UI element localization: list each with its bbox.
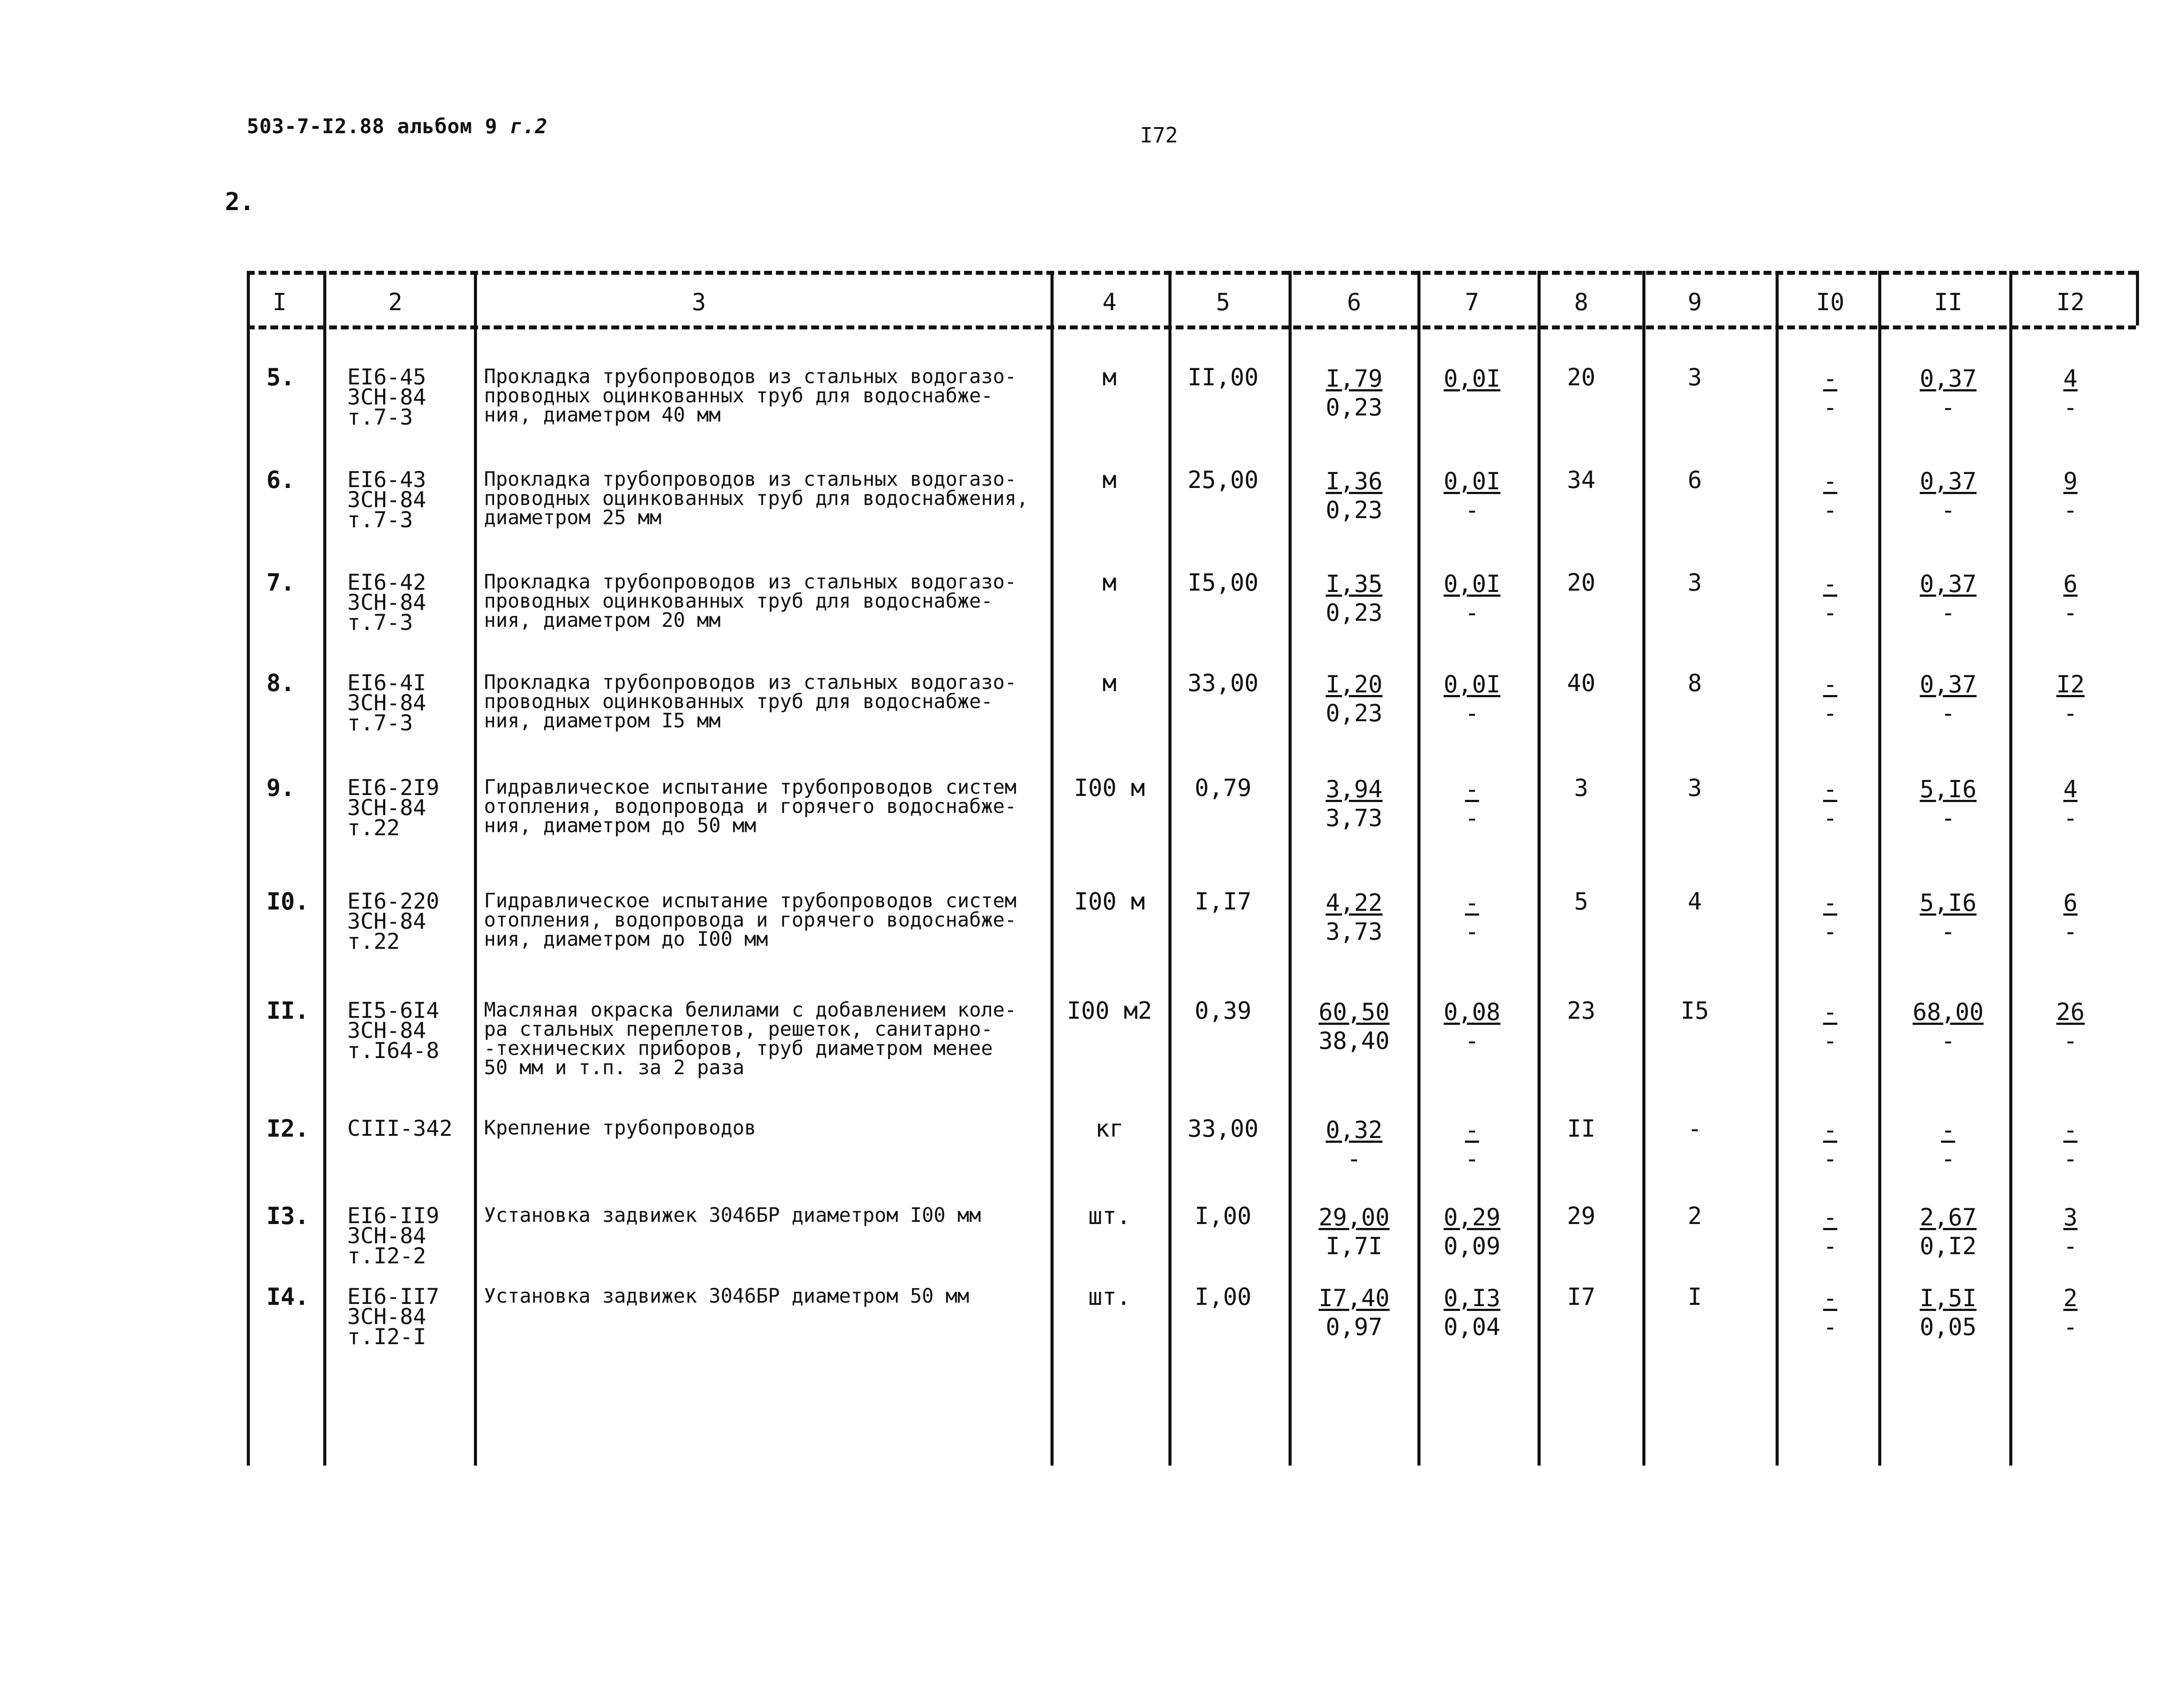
col6-value-numerator: I,79 [1325, 365, 1383, 392]
col6-value-denominator: I,7I [1325, 1232, 1383, 1260]
quantity: I5,00 [1187, 569, 1259, 596]
col6-value-denominator: 38,40 [1318, 1027, 1390, 1055]
col9-value: 2 [1687, 1202, 1702, 1230]
unit-of-measure: м [1102, 466, 1117, 494]
col10-value [1791, 998, 1870, 1055]
col11-value-denominator: 0,05 [1919, 1313, 1977, 1341]
col10-value [1791, 889, 1870, 946]
col11-value-numerator: 5,I6 [1919, 775, 1977, 803]
row-number: I4. [266, 1283, 309, 1311]
col7-value [1433, 570, 1511, 627]
col12-value [2031, 998, 2110, 1055]
col12-value-denominator: - [2063, 599, 2078, 626]
header-bottom-rule [247, 325, 2136, 329]
col6-value [1306, 775, 1402, 833]
document-code [247, 114, 548, 138]
norm-code-line: EI5-6I4 [347, 998, 439, 1023]
column-header-3: 3 [691, 288, 706, 316]
unit-of-measure: м [1102, 669, 1117, 697]
column-divider [2136, 271, 2139, 325]
col7-value-denominator [1433, 393, 1511, 422]
col12-value [2031, 775, 2110, 833]
col11-value [1900, 364, 1996, 422]
quantity: II,00 [1187, 363, 1259, 391]
quantity: I,00 [1194, 1283, 1252, 1311]
col12-value-numerator: 2 [2063, 1284, 2078, 1312]
work-description: Прокладка трубопроводов из стальных водогазо- проводных оцинкованных труб для водоснабже- ния, диаметром 40 мм [484, 365, 1017, 426]
column-header-4: 4 [1102, 288, 1117, 316]
norm-code [347, 1116, 453, 1141]
col6-value [1306, 570, 1402, 627]
row-number: 9. [266, 774, 295, 802]
norm-code-line: т.7-3 [347, 610, 413, 635]
header-top-rule [247, 271, 2136, 275]
quantity: 0,39 [1194, 997, 1252, 1024]
norm-code-line: EI6-II7 [347, 1284, 439, 1309]
col7-value-numerator: 0,0I [1443, 570, 1501, 598]
col10-value-denominator: - [1823, 918, 1838, 945]
col10-value-numerator: - [1823, 365, 1838, 392]
col11-value-denominator: - [1941, 496, 1956, 524]
col7-value-numerator: 0,29 [1443, 1203, 1501, 1231]
norm-code [347, 775, 439, 840]
col12-value-numerator: 9 [2063, 467, 2078, 495]
col11-value-denominator: - [1941, 804, 1956, 832]
work-description: Гидравлическое испытание трубопроводов систем отопления, водопровода и горячего водоснабже- ния, диаметром до I00 мм [484, 889, 1017, 951]
col12-value-numerator: 6 [2063, 889, 2078, 916]
col10-value-numerator: - [1823, 467, 1838, 495]
norm-code-line: ЗСН-84 [347, 1223, 426, 1248]
col9-value: - [1687, 1115, 1702, 1142]
col10-value-denominator: - [1823, 804, 1838, 832]
col11-value-numerator: 0,37 [1919, 467, 1977, 495]
norm-code-line: ЗСН-84 [347, 690, 426, 716]
quantity: 25,00 [1187, 466, 1259, 494]
col12-value-denominator: - [2063, 699, 2078, 727]
col12-value [2031, 670, 2110, 728]
col7-value-denominator: - [1465, 699, 1479, 727]
col8-value: 23 [1567, 997, 1596, 1024]
col10-value-denominator: - [1823, 1313, 1838, 1341]
col7-value-numerator: 0,0I [1443, 365, 1501, 392]
norm-code-line: ЗСН-84 [347, 795, 426, 820]
col12-value-denominator: - [2063, 918, 2078, 945]
col8-value: 20 [1567, 569, 1596, 596]
norm-code-line: т.I64-8 [347, 1038, 439, 1063]
row-number: II. [266, 997, 309, 1024]
col10-value [1791, 775, 1870, 833]
col9-value: I5 [1680, 997, 1709, 1024]
norm-code [347, 1000, 439, 1061]
norm-code-line: ЗСН-84 [347, 590, 426, 615]
col7-value [1433, 467, 1511, 525]
col9-value: 3 [1687, 569, 1702, 596]
column-divider [1051, 271, 1054, 1466]
col7-value-denominator: - [1465, 1145, 1479, 1172]
norm-code-line: EI6-4I [347, 670, 426, 695]
col7-value-numerator: 0,08 [1443, 998, 1501, 1026]
unit-of-measure: м [1102, 363, 1117, 391]
norm-code-line: т.22 [347, 929, 400, 954]
column-header-7: 7 [1465, 288, 1479, 316]
col7-value [1433, 775, 1511, 833]
col12-value-denominator: - [2063, 1027, 2078, 1055]
row-number: I0. [266, 888, 309, 915]
col6-value [1306, 1203, 1402, 1261]
norm-code-line: т.I2-2 [347, 1243, 426, 1269]
col8-value: 20 [1567, 363, 1596, 391]
col10-value-numerator: - [1823, 1284, 1838, 1312]
col12-value-denominator: - [2063, 1232, 2078, 1260]
work-description: Гидравлическое испытание трубопроводов систем отопления, водопровода и горячего водоснабже- ния, диаметром до 50 мм [484, 775, 1017, 837]
col8-value: 34 [1567, 466, 1596, 494]
col6-value-denominator: 0,23 [1325, 699, 1383, 727]
col11-value-numerator: 5,I6 [1919, 889, 1977, 916]
col10-value-numerator: - [1823, 889, 1838, 916]
col11-value-denominator: 0,I2 [1919, 1232, 1977, 1260]
col11-value-denominator: - [1941, 1027, 1956, 1055]
norm-code [347, 670, 426, 736]
col11-value-denominator: - [1941, 394, 1956, 421]
row-number: I2. [266, 1115, 309, 1142]
col11-value-denominator: - [1941, 599, 1956, 626]
col11-value-numerator: - [1941, 1116, 1956, 1144]
col12-value [2031, 364, 2110, 422]
col7-value [1433, 364, 1511, 422]
col10-value [1791, 670, 1870, 728]
col8-value: 3 [1574, 774, 1589, 802]
col11-value-numerator: 68,00 [1912, 998, 1984, 1026]
work-description: Прокладка трубопроводов из стальных водогазо- проводных оцинкованных труб для водоснабже- ния, диаметром I5 мм [484, 671, 1017, 732]
col12-value-numerator: 4 [2063, 775, 2078, 803]
col11-value-numerator: 0,37 [1919, 365, 1977, 392]
col7-value-denominator: - [1465, 599, 1479, 626]
col11-value-denominator: - [1941, 699, 1956, 727]
norm-code-line: т.22 [347, 815, 400, 840]
col12-value [2031, 889, 2110, 946]
column-divider [1878, 271, 1881, 1466]
col10-value-denominator: - [1823, 1145, 1838, 1172]
col7-value-numerator: - [1465, 889, 1479, 916]
col10-value [1791, 1284, 1870, 1342]
col6-value-denominator: 0,23 [1325, 496, 1383, 524]
col6-value-denominator: 3,73 [1325, 804, 1383, 832]
col12-value-numerator: - [2063, 1116, 2078, 1144]
row-number: 7. [266, 569, 295, 596]
col11-value [1900, 889, 1996, 946]
col10-value [1791, 467, 1870, 525]
work-description: Установка задвижек 3046БР диаметром 50 мм [484, 1284, 969, 1307]
work-description: Масляная окраска белилами с добавлением коле- ра стальных переплетов, решеток, санитарно- -технических приборов, труб диаметром менее 50 мм и т.п. за 2 раза [484, 998, 1017, 1079]
work-description: Прокладка трубопроводов из стальных водогазо- проводных оцинкованных труб для водоснабжения, диаметром 25 мм [484, 467, 1029, 529]
col10-value-denominator: - [1823, 496, 1838, 524]
col11-value-denominator: - [1941, 1145, 1956, 1172]
col10-value-numerator: - [1823, 775, 1838, 803]
col6-value [1306, 364, 1402, 422]
row-number: I3. [266, 1202, 309, 1230]
col7-value [1433, 1116, 1511, 1173]
column-divider [474, 271, 477, 1466]
document-part: г.2 [510, 114, 548, 138]
col11-value-numerator: 2,67 [1919, 1203, 1977, 1231]
col7-value-numerator: - [1465, 775, 1479, 803]
column-header-11: II [1934, 288, 1963, 316]
col12-value-denominator: - [2063, 804, 2078, 832]
col6-value-numerator: I7,40 [1318, 1284, 1390, 1312]
col11-value [1900, 998, 1996, 1055]
col9-value: 3 [1687, 774, 1702, 802]
column-header-8: 8 [1574, 288, 1589, 316]
row-number: 8. [266, 669, 295, 697]
col6-value-numerator: I,35 [1325, 570, 1383, 598]
col6-value-numerator: 0,32 [1325, 1116, 1383, 1144]
col11-value [1900, 1284, 1996, 1342]
norm-code-line: т.7-3 [347, 405, 413, 430]
col12-value-denominator: - [2063, 496, 2078, 524]
col7-value [1433, 670, 1511, 728]
col11-value [1900, 670, 1996, 728]
col6-value [1306, 1116, 1402, 1173]
norm-code [347, 889, 439, 954]
col6-value-denominator: - [1347, 1145, 1362, 1172]
norm-code [347, 467, 426, 533]
col10-value [1791, 364, 1870, 422]
quantity: I,00 [1194, 1202, 1252, 1230]
col6-value-numerator: 60,50 [1318, 998, 1390, 1026]
column-divider [1417, 271, 1420, 1466]
col11-value [1900, 1116, 1996, 1173]
norm-code-line: CIII-342 [347, 1116, 453, 1141]
unit-of-measure: I00 м2 [1067, 997, 1152, 1024]
quantity: 33,00 [1187, 669, 1259, 697]
column-divider [247, 271, 250, 1466]
col8-value: 40 [1567, 669, 1596, 697]
col7-value-denominator: - [1465, 804, 1479, 832]
col11-value [1900, 1203, 1996, 1261]
document-code-text: 503-7-I2.88 альбом 9 [247, 114, 498, 138]
col6-value [1306, 467, 1402, 525]
norm-code-line: EI6-2I9 [347, 775, 439, 800]
col12-value [2031, 1203, 2110, 1261]
norm-code-line: ЗСН-84 [347, 909, 426, 934]
column-divider [1289, 271, 1292, 1466]
col11-value-numerator: 0,37 [1919, 671, 1977, 698]
col11-value-numerator: I,5I [1919, 1284, 1977, 1312]
col7-value-denominator: 0,09 [1443, 1232, 1501, 1260]
col6-value-denominator: 0,23 [1325, 394, 1383, 421]
norm-code-line: т.7-3 [347, 507, 413, 533]
norm-code [347, 1286, 439, 1347]
section-number: 2. [225, 188, 255, 216]
col10-value-denominator: - [1823, 1232, 1838, 1260]
col7-value [1433, 1203, 1511, 1261]
norm-code-line: ЗСН-84 [347, 1304, 426, 1329]
col12-value [2031, 1116, 2110, 1173]
col6-value [1306, 670, 1402, 728]
col8-value: 29 [1567, 1202, 1596, 1230]
norm-code [347, 1203, 439, 1269]
column-header-5: 5 [1216, 288, 1230, 316]
col7-value-numerator: 0,I3 [1443, 1284, 1501, 1312]
quantity: 0,79 [1194, 774, 1252, 802]
col7-value-denominator: - [1465, 1027, 1479, 1055]
col6-value-numerator: 3,94 [1325, 775, 1383, 803]
col11-value [1900, 467, 1996, 525]
col12-value-numerator: 6 [2063, 570, 2078, 598]
col11-value-numerator: 0,37 [1919, 570, 1977, 598]
norm-code-line: EI6-45 [347, 364, 426, 390]
col6-value [1306, 889, 1402, 946]
column-divider [2009, 271, 2012, 1466]
col8-value: I7 [1567, 1283, 1596, 1311]
unit-of-measure: шт. [1088, 1202, 1131, 1230]
col10-value-denominator: - [1823, 394, 1838, 421]
col10-value [1791, 1203, 1870, 1261]
column-header-9: 9 [1687, 288, 1702, 316]
col10-value [1791, 570, 1870, 627]
col7-value-numerator: 0,0I [1443, 671, 1501, 698]
col9-value: I [1687, 1283, 1702, 1311]
col11-value [1900, 775, 1996, 833]
col12-value-numerator: 26 [2056, 998, 2085, 1026]
row-number: 6. [266, 466, 295, 494]
col10-value-numerator: - [1823, 998, 1838, 1026]
col6-value [1306, 1284, 1402, 1342]
col7-value [1433, 998, 1511, 1055]
col10-value-numerator: - [1823, 1203, 1838, 1231]
unit-of-measure: I00 м [1074, 774, 1145, 802]
norm-code-line: ЗСН-84 [347, 1018, 426, 1043]
page-number: I72 [1140, 123, 1178, 148]
col9-value: 4 [1687, 888, 1702, 915]
col6-value-numerator: I,36 [1325, 467, 1383, 495]
col10-value [1791, 1116, 1870, 1173]
col12-value [2031, 467, 2110, 525]
col7-value-denominator: - [1465, 918, 1479, 945]
work-description: Установка задвижек 3046БР диаметром I00 мм [484, 1203, 981, 1227]
column-header-1: I [272, 288, 287, 316]
col8-value: 5 [1574, 888, 1589, 915]
col7-value-numerator: - [1465, 1116, 1479, 1144]
col12-value-denominator: - [2063, 1313, 2078, 1341]
unit-of-measure: шт. [1088, 1283, 1131, 1311]
col9-value: 6 [1687, 466, 1702, 494]
norm-code-line: EI6-42 [347, 570, 426, 595]
row-number: 5. [266, 363, 295, 391]
norm-code [347, 572, 426, 633]
col7-value-denominator: - [1465, 496, 1479, 524]
col6-value-denominator: 0,97 [1325, 1313, 1383, 1341]
quantity: I,I7 [1194, 888, 1252, 915]
col11-value-denominator: - [1941, 918, 1956, 945]
column-header-10: I0 [1816, 288, 1845, 316]
column-divider [323, 271, 326, 1466]
col12-value-denominator: - [2063, 1145, 2078, 1172]
col10-value-numerator: - [1823, 1116, 1838, 1144]
col10-value-numerator: - [1823, 570, 1838, 598]
col6-value-numerator: 4,22 [1325, 889, 1383, 916]
col10-value-denominator: - [1823, 599, 1838, 626]
col6-value-numerator: I,20 [1325, 671, 1383, 698]
col8-value: II [1567, 1115, 1596, 1142]
quantity: 33,00 [1187, 1115, 1259, 1142]
norm-code-line: EI6-43 [347, 467, 426, 492]
col7-value-denominator: 0,04 [1443, 1313, 1501, 1341]
unit-of-measure: I00 м [1074, 888, 1145, 915]
column-header-2: 2 [388, 288, 403, 316]
col7-value [1433, 1284, 1511, 1342]
col12-value-numerator: I2 [2056, 671, 2085, 698]
col6-value-denominator: 0,23 [1325, 599, 1383, 626]
work-description: Прокладка трубопроводов из стальных водогазо- проводных оцинкованных труб для водоснабже- ния, диаметром 20 мм [484, 570, 1017, 632]
col12-value [2031, 570, 2110, 627]
col10-value-numerator: - [1823, 671, 1838, 698]
norm-code-line: EI6-II9 [347, 1203, 439, 1228]
col6-value [1306, 998, 1402, 1055]
norm-code-line: EI6-220 [347, 889, 439, 914]
col7-value [1433, 889, 1511, 946]
column-header-6: 6 [1347, 288, 1362, 316]
norm-code-line: ЗСН-84 [347, 487, 426, 512]
col6-value-denominator: 3,73 [1325, 918, 1383, 945]
col9-value: 3 [1687, 363, 1702, 391]
norm-code-line: т.I2-I [347, 1324, 426, 1349]
col6-value-numerator: 29,00 [1318, 1203, 1390, 1231]
col9-value: 8 [1687, 669, 1702, 697]
col7-value-numerator: 0,0I [1443, 467, 1501, 495]
col12-value [2031, 1284, 2110, 1342]
col12-value-numerator: 4 [2063, 365, 2078, 392]
work-description: Крепление трубопроводов [484, 1116, 757, 1139]
col11-value [1900, 570, 1996, 627]
unit-of-measure: м [1102, 569, 1117, 596]
col12-value-numerator: 3 [2063, 1203, 2078, 1231]
col10-value-denominator: - [1823, 699, 1838, 727]
norm-code-line: ЗСН-84 [347, 384, 426, 410]
norm-code-line: т.7-3 [347, 710, 413, 736]
col12-value-denominator: - [2063, 394, 2078, 421]
column-divider [1776, 271, 1779, 1466]
unit-of-measure: кг [1095, 1115, 1124, 1142]
col10-value-denominator: - [1823, 1027, 1838, 1055]
norm-code [347, 364, 426, 430]
column-header-12: I2 [2056, 288, 2085, 316]
